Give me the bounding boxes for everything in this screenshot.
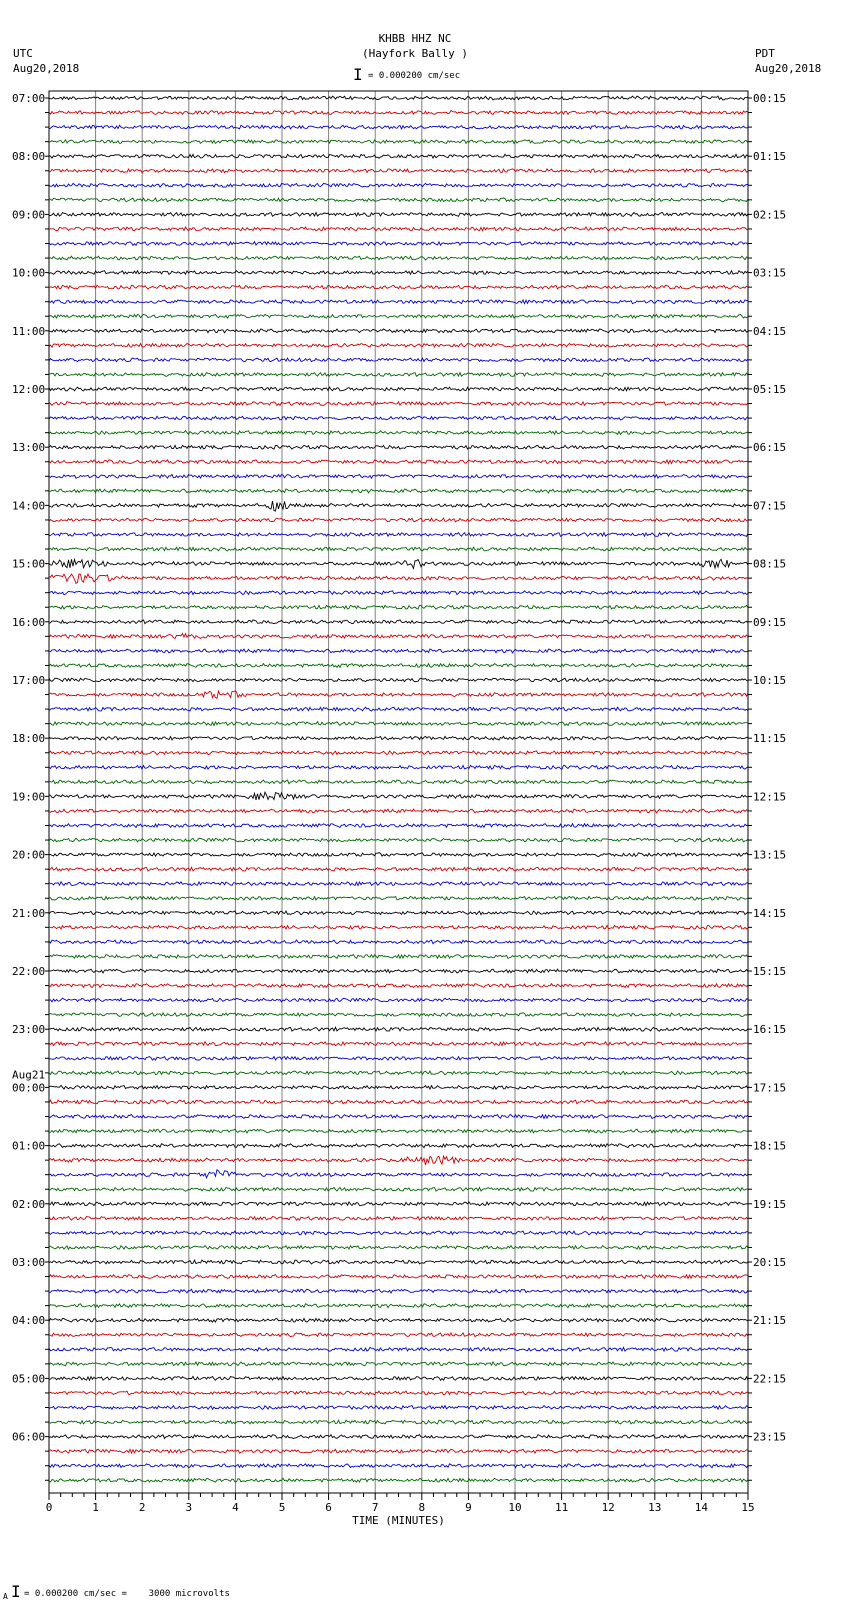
seismic-trace — [49, 533, 748, 537]
seismic-trace — [49, 256, 748, 260]
seismic-trace — [49, 445, 748, 449]
seismic-trace — [49, 792, 748, 800]
left-hour-label: 15:00 — [12, 557, 46, 571]
seismic-trace — [49, 1042, 748, 1046]
right-hour-label: 02:15 — [753, 208, 787, 222]
right-hour-label: 01:15 — [753, 150, 787, 164]
station-title: KHBB HHZ NC — [378, 32, 452, 45]
seismic-trace — [49, 1406, 748, 1410]
seismic-trace — [49, 1202, 748, 1206]
right-hour-label: 15:15 — [753, 965, 787, 978]
seismic-trace — [49, 343, 748, 347]
seismic-trace — [49, 867, 748, 871]
left-hour-label: 19:00 — [12, 790, 46, 804]
seismic-trace — [49, 591, 748, 595]
seismic-trace — [49, 824, 748, 828]
right-hour-label: 22:15 — [753, 1372, 787, 1386]
seismic-trace — [49, 402, 748, 406]
seismic-trace — [49, 154, 748, 158]
seismic-trace — [49, 474, 748, 478]
seismic-trace — [49, 1144, 748, 1148]
left-hour-label: 16:00 — [12, 615, 46, 629]
seismic-trace — [49, 911, 748, 915]
left-hour-label: 13:00 — [12, 441, 46, 455]
seismic-trace — [49, 358, 748, 362]
left-hour-label: 09:00 — [12, 208, 46, 222]
seismic-trace — [49, 633, 748, 638]
seismic-trace — [49, 1304, 748, 1308]
seismic-trace — [49, 300, 748, 304]
left-hour-label: 00:00 — [12, 1081, 46, 1095]
left-date-change-label: Aug21 — [12, 1068, 46, 1082]
x-tick-label: 14 — [694, 1501, 709, 1514]
seismic-trace — [49, 285, 748, 289]
seismic-trace — [49, 314, 748, 318]
seismic-trace — [49, 198, 748, 202]
seismic-trace — [49, 431, 748, 435]
right-hour-label: 07:15 — [753, 499, 787, 513]
right-hour-label: 13:15 — [753, 848, 787, 862]
seismic-trace — [49, 125, 748, 129]
seismic-trace — [49, 838, 748, 842]
right-hour-label: 09:15 — [753, 615, 787, 629]
left-hour-label: 12:00 — [12, 383, 46, 396]
seismic-trace — [49, 140, 748, 144]
footer-prefix: A — [3, 1592, 8, 1601]
x-tick-label: 9 — [465, 1501, 472, 1514]
seismic-trace — [49, 620, 748, 624]
seismic-trace — [49, 329, 748, 333]
seismic-trace — [49, 213, 748, 217]
x-tick-label: 3 — [185, 1501, 193, 1514]
seismic-trace — [49, 896, 748, 900]
seismic-trace — [49, 489, 748, 493]
left-hour-label: 04:00 — [12, 1314, 46, 1328]
right-hour-label: 10:15 — [753, 674, 787, 687]
right-hour-label: 21:15 — [753, 1314, 787, 1328]
left-hour-label: 14:00 — [12, 499, 46, 513]
seismic-trace — [49, 998, 748, 1002]
x-axis-label: TIME (MINUTES) — [352, 1514, 445, 1527]
x-tick-label: 12 — [601, 1501, 615, 1514]
x-tick-label: 1 — [92, 1501, 99, 1514]
seismic-trace — [49, 1085, 748, 1089]
seismic-trace — [49, 722, 748, 726]
seismic-trace — [49, 227, 748, 231]
left-hour-label: 03:00 — [12, 1256, 46, 1269]
x-tick-label: 8 — [418, 1501, 426, 1514]
seismic-trace — [49, 678, 748, 682]
seismic-trace — [49, 1231, 748, 1235]
x-tick-label: 15 — [741, 1501, 755, 1514]
seismic-trace — [49, 1289, 748, 1293]
x-tick-label: 4 — [232, 1501, 239, 1514]
left-hour-label: 08:00 — [12, 150, 46, 164]
seismic-trace — [49, 1318, 748, 1322]
left-hour-label: 22:00 — [12, 965, 46, 978]
seismic-trace — [49, 1129, 748, 1133]
seismic-trace — [49, 984, 748, 988]
left-hour-label: 20:00 — [12, 848, 46, 862]
x-tick-label: 13 — [648, 1501, 662, 1514]
seismic-trace — [49, 1100, 748, 1104]
left-hour-label: 07:00 — [12, 92, 46, 105]
seismic-trace — [49, 1435, 748, 1439]
x-tick-label: 5 — [278, 1501, 286, 1514]
x-tick-label: 7 — [371, 1501, 379, 1514]
seismic-trace — [49, 1071, 748, 1075]
x-tick-label: 2 — [138, 1501, 146, 1514]
seismic-trace — [49, 1246, 748, 1250]
seismic-trace — [49, 1449, 748, 1453]
seismic-trace — [49, 1056, 748, 1060]
seismic-trace — [49, 853, 748, 857]
right-timezone: PDT — [755, 47, 775, 60]
seismic-trace — [49, 1333, 748, 1337]
left-timezone: UTC — [13, 47, 33, 60]
right-hour-label: 08:15 — [753, 557, 787, 571]
seismic-trace — [49, 1478, 748, 1482]
seismic-trace — [49, 1420, 748, 1424]
right-hour-label: 18:15 — [753, 1139, 787, 1153]
seismic-trace — [49, 460, 748, 464]
seismic-trace — [49, 547, 748, 551]
left-hour-label: 02:00 — [12, 1197, 46, 1211]
seismic-trace — [49, 751, 748, 755]
seismic-trace — [49, 809, 748, 813]
seismic-trace — [49, 663, 748, 667]
seismic-trace — [49, 955, 748, 959]
right-hour-label: 04:15 — [753, 324, 787, 338]
scale-label: = 0.000200 cm/sec — [368, 71, 461, 81]
seismic-trace — [49, 765, 748, 769]
seismic-trace — [49, 501, 748, 511]
seismic-trace — [49, 271, 748, 275]
seismic-trace — [49, 559, 748, 568]
seismic-trace — [49, 707, 748, 711]
seismic-trace — [49, 882, 748, 886]
right-hour-label: 11:15 — [753, 732, 787, 746]
left-hour-label: 23:00 — [12, 1023, 46, 1037]
left-hour-label: 18:00 — [12, 732, 46, 746]
seismic-trace — [49, 183, 748, 187]
right-hour-label: 23:15 — [753, 1430, 787, 1444]
seismic-trace — [49, 780, 748, 784]
right-hour-label: 03:15 — [753, 266, 787, 280]
footer-scale-bar-icon: I — [11, 1582, 21, 1601]
seismic-trace — [49, 1156, 748, 1165]
station-location: (Hayfork Bally ) — [362, 47, 468, 60]
right-hour-label: 05:15 — [753, 383, 787, 396]
seismic-trace — [49, 649, 748, 653]
seismic-trace — [49, 691, 748, 698]
left-hour-label: 17:00 — [12, 674, 46, 687]
seismic-trace — [49, 1187, 748, 1191]
seismic-trace — [49, 111, 748, 115]
seismic-trace — [49, 1391, 748, 1395]
left-hour-label: 05:00 — [12, 1372, 46, 1386]
left-hour-label: 21:00 — [12, 906, 46, 920]
left-hour-label: 01:00 — [12, 1139, 46, 1153]
seismic-trace — [49, 1260, 748, 1264]
seismic-trace — [49, 373, 748, 377]
x-tick-label: 6 — [325, 1501, 332, 1514]
right-hour-label: 00:15 — [753, 92, 787, 105]
x-tick-label: 0 — [45, 1501, 53, 1514]
seismic-trace — [49, 605, 748, 609]
seismic-trace — [49, 518, 748, 522]
right-hour-label: 17:15 — [753, 1081, 787, 1095]
right-hour-label: 06:15 — [753, 441, 787, 455]
left-date: Aug20,2018 — [13, 62, 80, 75]
scale-bar-icon: I — [353, 65, 363, 84]
right-hour-label: 20:15 — [753, 1256, 787, 1269]
right-hour-label: 14:15 — [753, 906, 787, 920]
seismic-trace — [49, 969, 748, 973]
seismic-trace — [49, 940, 748, 944]
seismic-trace — [49, 1115, 748, 1119]
seismic-trace — [49, 1216, 748, 1220]
right-hour-label: 19:15 — [753, 1197, 787, 1211]
seismic-trace — [49, 1170, 748, 1178]
seismic-trace — [49, 1464, 748, 1468]
seismic-trace — [49, 387, 748, 391]
seismic-trace — [49, 416, 748, 420]
seismic-trace — [49, 1275, 748, 1279]
left-hour-label: 10:00 — [12, 266, 46, 280]
left-hour-label: 11:00 — [12, 324, 46, 338]
right-hour-label: 16:15 — [753, 1023, 787, 1037]
seismic-trace — [49, 1013, 748, 1017]
seismic-trace — [49, 1027, 748, 1031]
seismic-trace — [49, 1376, 748, 1380]
left-hour-label: 06:00 — [12, 1430, 46, 1444]
seismic-trace — [49, 1362, 748, 1366]
x-tick-label: 11 — [554, 1501, 569, 1514]
seismic-trace — [49, 736, 748, 740]
seismic-trace — [49, 925, 748, 929]
seismic-trace — [49, 1347, 748, 1351]
right-hour-label: 12:15 — [753, 790, 787, 804]
x-tick-label: 10 — [508, 1501, 522, 1514]
seismic-trace — [49, 242, 748, 246]
footer-scale-text: = 0.000200 cm/sec = 3000 microvolts — [24, 1589, 230, 1599]
seismic-trace — [49, 574, 748, 583]
seismic-trace — [49, 96, 748, 100]
seismic-trace — [49, 169, 748, 173]
right-date: Aug20,2018 — [755, 62, 822, 75]
